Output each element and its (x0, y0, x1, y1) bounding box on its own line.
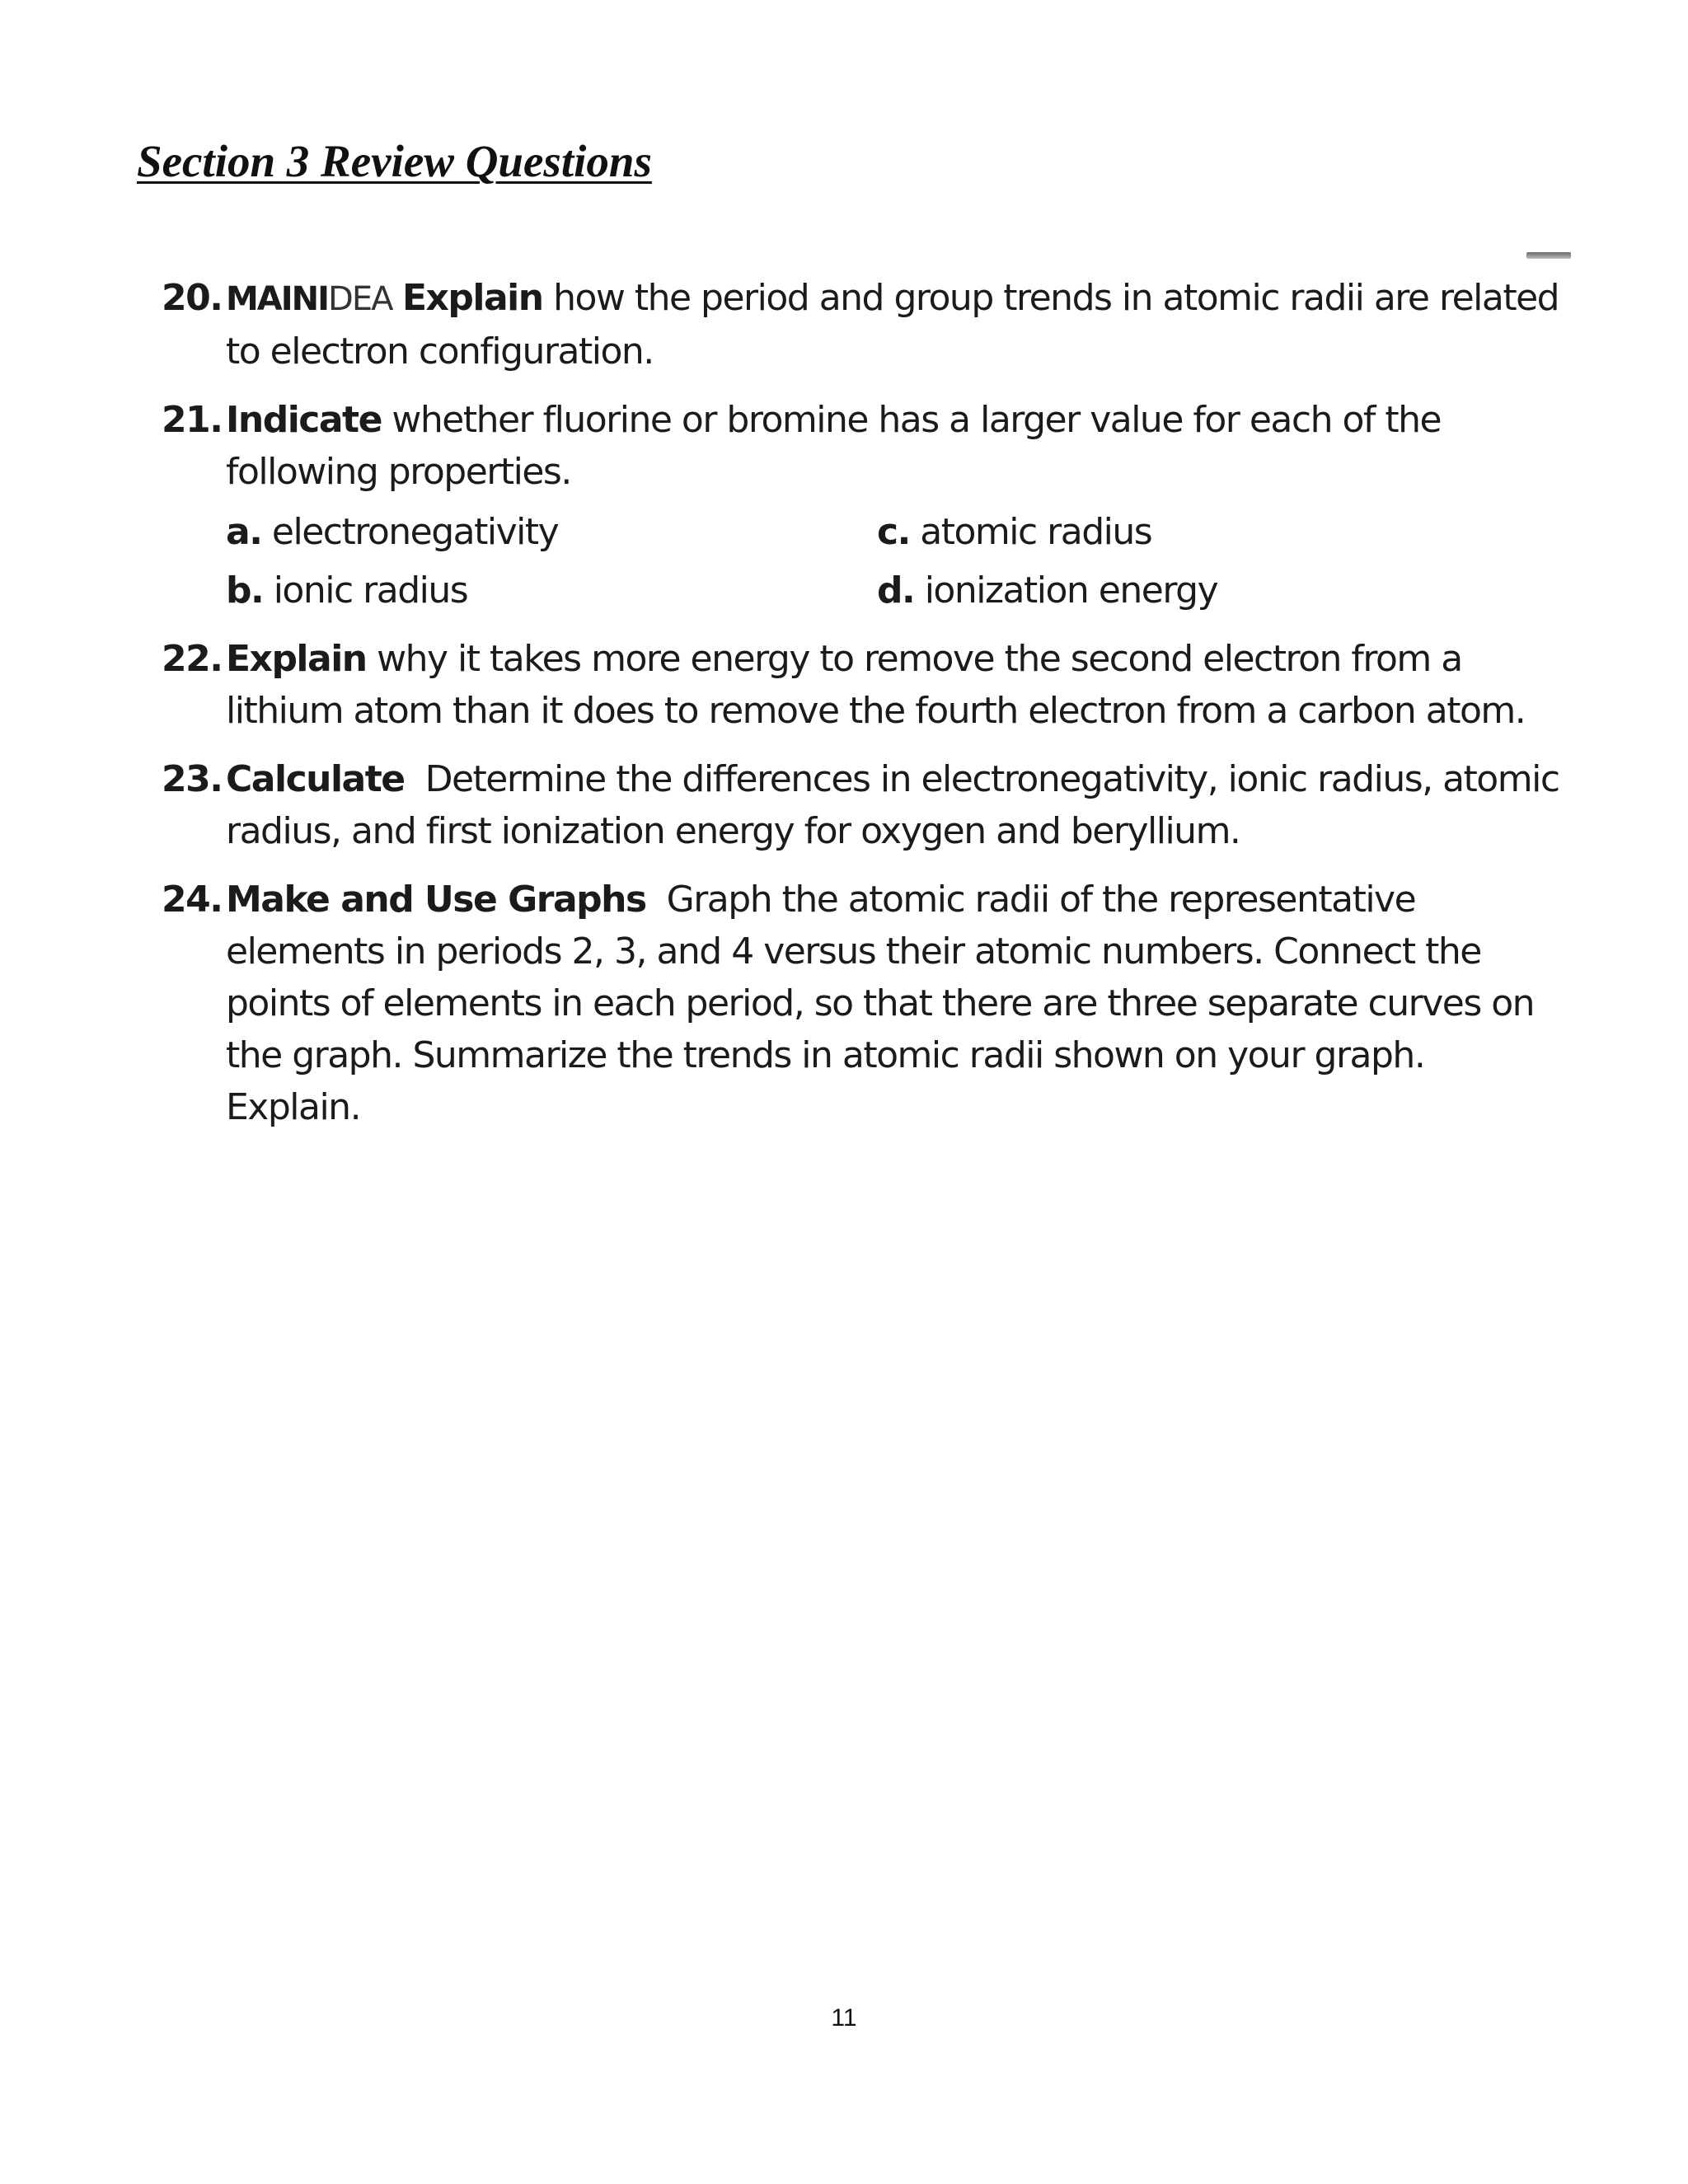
option-letter: c. (877, 511, 910, 553)
question-verb: Make and Use Graphs (226, 879, 646, 921)
question-number: 22. (162, 638, 223, 680)
question-verb: Explain (401, 277, 543, 319)
question-23 (162, 753, 1570, 857)
question-24 (162, 874, 1563, 1133)
review-questions-list (162, 272, 1570, 1150)
section-title: Section 3 Review Questions (137, 136, 652, 186)
page-number: 11 (831, 2004, 857, 2032)
property-options (226, 506, 1563, 616)
question-number: 24. (162, 879, 223, 921)
question-verb: Indicate (226, 399, 382, 441)
corner-mark (1526, 252, 1571, 259)
question-verb: Explain (226, 638, 367, 680)
option-text: electronegativity (261, 511, 559, 553)
main-idea-label-main: MAINI (226, 280, 329, 318)
option-text: ionization energy (914, 569, 1218, 612)
option-a (226, 506, 877, 558)
question-text: Graph the atomic radii of the representative elements in periods 2, 3, and 4 versus their atomic numbers. Connect the points of elements in each period, so that there are three separate curves on the graph. Summarize the trends in atomic radii shown on your graph. Explain. (226, 879, 1545, 1128)
option-letter: d. (877, 569, 915, 612)
question-verb: Calculate (226, 758, 405, 800)
option-text: ionic radius (263, 569, 468, 612)
option-letter: b. (226, 569, 264, 612)
question-20 (162, 272, 1563, 377)
question-number: 21. (162, 399, 223, 441)
question-text: why it takes more energy to remove the second electron from a lithium atom than it does to remove the fourth electron from a carbon atom. (226, 638, 1526, 732)
question-text: Determine the differences in electronegativity, ionic radius, atomic radius, and first ionization energy for oxygen and beryllium. (226, 758, 1570, 852)
option-letter: a. (226, 511, 262, 553)
option-d (877, 565, 1454, 616)
option-c (877, 506, 1454, 558)
question-text: how the period and group trends in atomic radii are related to electron configuration. (226, 277, 1559, 373)
main-idea-label-idea: DEA (328, 280, 392, 318)
question-22 (162, 633, 1563, 737)
question-text: whether fluorine or bromine has a larger value for each of the following properties. (226, 399, 1442, 493)
question-number: 23. (162, 758, 223, 800)
option-text: atomic radius (909, 511, 1152, 553)
option-b (226, 565, 877, 616)
question-number: 20. (162, 277, 223, 319)
question-21 (162, 394, 1563, 616)
